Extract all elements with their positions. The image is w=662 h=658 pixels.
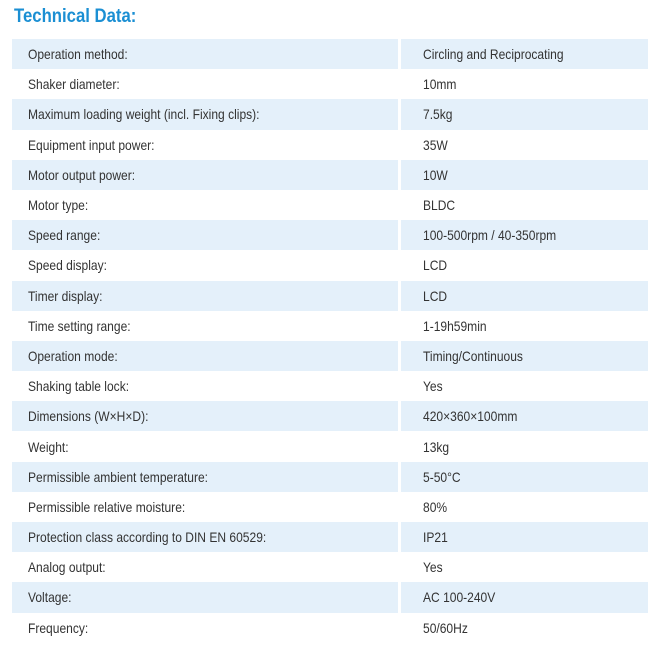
row-label: Shaker diameter: bbox=[12, 69, 398, 99]
row-value: LCD bbox=[401, 250, 648, 280]
row-value: BLDC bbox=[401, 190, 648, 220]
page-title: Technical Data: bbox=[14, 6, 137, 27]
row-value: AC 100-240V bbox=[401, 582, 648, 612]
row-label: Maximum loading weight (incl. Fixing clips): bbox=[12, 99, 398, 129]
row-label: Motor output power: bbox=[12, 160, 398, 190]
row-value: Circling and Reciprocating bbox=[401, 39, 648, 69]
row-value: 35W bbox=[401, 130, 648, 160]
row-label: Operation method: bbox=[12, 39, 398, 69]
row-label: Operation mode: bbox=[12, 341, 398, 371]
row-label: Time setting range: bbox=[12, 311, 398, 341]
table-row bbox=[12, 160, 648, 190]
row-label: Speed display: bbox=[12, 250, 398, 280]
row-label: Frequency: bbox=[12, 613, 398, 643]
row-label: Permissible relative moisture: bbox=[12, 492, 398, 522]
row-label: Dimensions (W×H×D): bbox=[12, 401, 398, 431]
row-value: 80% bbox=[401, 492, 648, 522]
table-row bbox=[12, 371, 648, 401]
table-row bbox=[12, 522, 648, 552]
row-label: Timer display: bbox=[12, 281, 398, 311]
table-row bbox=[12, 462, 648, 492]
row-value: 420×360×100mm bbox=[401, 401, 648, 431]
row-label: Protection class according to DIN EN 60529: bbox=[12, 522, 398, 552]
row-value: IP21 bbox=[401, 522, 648, 552]
row-value: LCD bbox=[401, 281, 648, 311]
row-value: 13kg bbox=[401, 431, 648, 461]
table-row bbox=[12, 582, 648, 612]
row-value: Yes bbox=[401, 552, 648, 582]
table-row bbox=[12, 401, 648, 431]
row-value: Yes bbox=[401, 371, 648, 401]
row-value: 50/60Hz bbox=[401, 613, 648, 643]
row-value: 5-50°C bbox=[401, 462, 648, 492]
table-row bbox=[12, 311, 648, 341]
row-label: Shaking table lock: bbox=[12, 371, 398, 401]
table-row bbox=[12, 250, 648, 280]
row-value: Timing/Continuous bbox=[401, 341, 648, 371]
row-value: 7.5kg bbox=[401, 99, 648, 129]
table-row bbox=[12, 492, 648, 522]
row-value: 10W bbox=[401, 160, 648, 190]
table-row bbox=[12, 220, 648, 250]
row-value: 10mm bbox=[401, 69, 648, 99]
table-row bbox=[12, 431, 648, 461]
row-label: Speed range: bbox=[12, 220, 398, 250]
row-label: Voltage: bbox=[12, 582, 398, 612]
table-row bbox=[12, 69, 648, 99]
row-value: 1-19h59min bbox=[401, 311, 648, 341]
row-label: Permissible ambient temperature: bbox=[12, 462, 398, 492]
table-row bbox=[12, 130, 648, 160]
table-row bbox=[12, 341, 648, 371]
table-row bbox=[12, 613, 648, 643]
table-row bbox=[12, 552, 648, 582]
row-label: Weight: bbox=[12, 431, 398, 461]
row-value: 100-500rpm / 40-350rpm bbox=[401, 220, 648, 250]
row-label: Analog output: bbox=[12, 552, 398, 582]
technical-data-table bbox=[12, 39, 648, 643]
row-label: Motor type: bbox=[12, 190, 398, 220]
table-row bbox=[12, 39, 648, 69]
table-row bbox=[12, 99, 648, 129]
table-row bbox=[12, 281, 648, 311]
row-label: Equipment input power: bbox=[12, 130, 398, 160]
table-row bbox=[12, 190, 648, 220]
